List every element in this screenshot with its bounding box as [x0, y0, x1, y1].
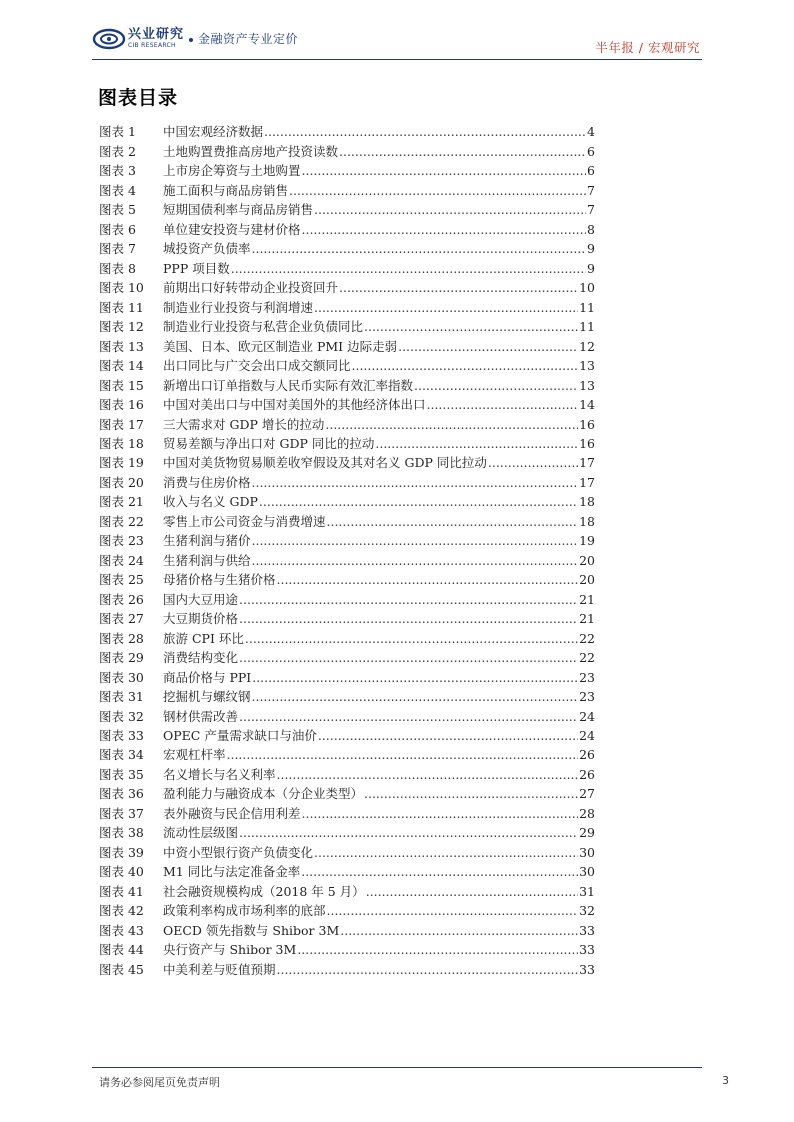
toc-entry-page: 30: [579, 864, 595, 880]
toc-entry-title: 生猪利润与供给: [163, 552, 251, 568]
toc-entry-label: 图表 37: [99, 805, 144, 821]
toc-entry-page: 21: [579, 611, 595, 627]
toc-entry-page: 7: [587, 202, 595, 218]
toc-leader-dots: [277, 962, 579, 978]
toc-entry-title: 短期国债利率与商品房销售: [163, 202, 314, 218]
toc-entry-page: 24: [579, 708, 595, 724]
toc-leader-dots: [239, 611, 578, 627]
toc-entry-title: 前期出口好转带动企业投资回升: [163, 280, 339, 296]
toc-entry-title: OECD 领先指数与 Shibor 3M: [163, 922, 340, 938]
page-title: 图表目录: [98, 87, 179, 109]
toc-entry[interactable]: [99, 471, 595, 490]
toc-leader-dots: [252, 689, 579, 705]
toc-leader-dots: [227, 747, 579, 763]
toc-entry-page: 17: [579, 474, 595, 490]
toc-entry-page: 23: [579, 669, 595, 685]
toc-leader-dots: [340, 923, 578, 939]
toc-entry[interactable]: [99, 238, 595, 257]
toc-leader-dots: [239, 709, 578, 725]
table-of-figures: [99, 121, 595, 978]
toc-entry-label: 图表 17: [99, 416, 144, 432]
toc-leader-dots: [302, 222, 587, 238]
toc-leader-dots: [277, 767, 579, 783]
toc-entry-page: 4: [587, 124, 595, 140]
toc-entry[interactable]: [99, 647, 595, 666]
toc-entry[interactable]: [99, 394, 595, 413]
toc-entry-label: 图表 44: [99, 942, 144, 958]
toc-entry[interactable]: [99, 140, 595, 159]
toc-entry-title: PPP 项目数: [163, 260, 230, 276]
toc-entry[interactable]: [99, 802, 595, 821]
toc-entry-label: 图表 3: [99, 163, 136, 179]
toc-entry-title: 三大需求对 GDP 增长的拉动: [163, 416, 325, 432]
toc-entry-title: 盈利能力与融资成本（分企业类型）: [163, 786, 364, 802]
toc-entry-title: 零售上市公司资金与消费增速: [163, 513, 326, 529]
toc-leader-dots: [252, 670, 578, 686]
toc-entry-label: 图表 11: [99, 299, 144, 315]
toc-entry[interactable]: [99, 588, 595, 607]
toc-entry[interactable]: [99, 433, 595, 452]
toc-leader-dots: [488, 455, 578, 471]
toc-entry[interactable]: [99, 705, 595, 724]
toc-entry[interactable]: [99, 549, 595, 568]
toc-entry-title: 消费与住房价格: [163, 474, 251, 490]
toc-entry-page: 26: [579, 766, 595, 782]
toc-entry-page: 29: [579, 825, 595, 841]
toc-entry-page: 13: [579, 377, 595, 393]
toc-entry-title: 单位建安投资与建材价格: [163, 221, 301, 237]
toc-entry[interactable]: [99, 413, 595, 432]
toc-entry[interactable]: [99, 627, 595, 646]
toc-entry-label: 图表 24: [99, 552, 144, 568]
toc-entry-title: 中美利差与贬值预期: [163, 961, 276, 977]
page-number: 3: [722, 1074, 729, 1087]
toc-entry-title: 挖掘机与螺纹钢: [163, 689, 251, 705]
toc-entry-label: 图表 5: [99, 202, 136, 218]
toc-leader-dots: [327, 903, 579, 919]
toc-entry[interactable]: [99, 608, 595, 627]
toc-entry-page: 7: [587, 182, 595, 198]
toc-leader-dots: [339, 280, 578, 296]
toc-entry-page: 13: [579, 358, 595, 374]
report-type: 半年报 / 宏观研究: [595, 40, 700, 55]
toc-entry-page: 18: [579, 494, 595, 510]
toc-entry-label: 图表 6: [99, 221, 136, 237]
toc-entry-page: 21: [579, 591, 595, 607]
toc-entry-title: 城投资产负债率: [163, 241, 251, 257]
toc-entry-label: 图表 2: [99, 143, 136, 159]
toc-leader-dots: [239, 650, 578, 666]
toc-entry-label: 图表 13: [99, 338, 144, 354]
toc-entry-label: 图表 25: [99, 572, 144, 588]
toc-leader-dots: [301, 864, 578, 880]
toc-leader-dots: [364, 319, 578, 335]
toc-entry[interactable]: [99, 686, 595, 705]
toc-entry-page: 33: [579, 922, 595, 938]
toc-leader-dots: [231, 261, 586, 277]
toc-entry[interactable]: [99, 316, 595, 335]
toc-entry-label: 图表 35: [99, 766, 144, 782]
toc-entry-label: 图表 12: [99, 319, 144, 335]
toc-leader-dots: [314, 202, 586, 218]
toc-leader-dots: [302, 163, 587, 179]
toc-entry-label: 图表 45: [99, 961, 144, 977]
toc-entry-label: 图表 15: [99, 377, 144, 393]
toc-leader-dots: [239, 592, 578, 608]
brand-name-cn: 兴业研究: [128, 27, 185, 42]
toc-entry-label: 图表 29: [99, 650, 144, 666]
toc-entry-title: M1 同比与法定准备金率: [163, 864, 301, 880]
toc-entry-page: 33: [579, 961, 595, 977]
toc-entry-label: 图表 27: [99, 611, 144, 627]
toc-entry-label: 图表 32: [99, 708, 144, 724]
toc-entry-page: 33: [579, 942, 595, 958]
toc-entry-title: 政策利率构成市场利率的底部: [163, 903, 326, 919]
toc-entry[interactable]: [99, 452, 595, 471]
toc-entry[interactable]: [99, 160, 595, 179]
toc-entry[interactable]: [99, 880, 595, 899]
toc-leader-dots: [375, 436, 578, 452]
toc-entry-title: 宏观杠杆率: [163, 747, 226, 763]
toc-entry-title: 流动性层级图: [163, 825, 239, 841]
toc-entry-title: 生猪利润与猪价: [163, 533, 251, 549]
toc-entry[interactable]: [99, 725, 595, 744]
toc-entry-title: OPEC 产量需求缺口与油价: [163, 728, 317, 743]
slogan: 金融资产专业定价: [198, 32, 299, 46]
toc-entry-page: 23: [579, 689, 595, 705]
toc-entry[interactable]: [99, 530, 595, 549]
toc-entry[interactable]: [99, 744, 595, 763]
toc-entry-page: 14: [579, 397, 595, 413]
toc-entry-title: 表外融资与民企信用利差: [163, 805, 301, 821]
toc-leader-dots: [302, 806, 579, 822]
toc-entry-label: 图表 36: [99, 786, 144, 802]
toc-entry[interactable]: [99, 841, 595, 860]
toc-entry[interactable]: [99, 199, 595, 218]
toc-entry-title: 新增出口订单指数与人民币实际有效汇率指数: [163, 377, 414, 393]
toc-entry-label: 图表 20: [99, 474, 144, 490]
toc-entry-page: 16: [579, 435, 595, 451]
toc-entry[interactable]: [99, 763, 595, 782]
toc-entry-title: 商品价格与 PPI: [163, 669, 252, 685]
toc-entry[interactable]: [99, 510, 595, 529]
toc-entry-title: 收入与名义 GDP: [163, 494, 258, 510]
toc-entry-label: 图表 38: [99, 825, 144, 841]
toc-leader-dots: [327, 514, 579, 530]
toc-leader-dots: [239, 825, 578, 841]
toc-entry-label: 图表 41: [99, 883, 144, 899]
toc-entry[interactable]: [99, 335, 595, 354]
toc-leader-dots: [277, 572, 579, 588]
toc-entry-title: 土地购置费推高房地产投资读数: [163, 143, 339, 159]
toc-entry-label: 图表 18: [99, 435, 144, 451]
toc-entry[interactable]: [99, 958, 595, 977]
brand-name-en: CIB RESEARCH: [128, 42, 176, 49]
footer-divider: [92, 1067, 702, 1068]
toc-entry-title: 消费结构变化: [163, 650, 239, 666]
separator-dot: [189, 38, 193, 42]
toc-leader-dots: [339, 144, 586, 160]
toc-entry-title: 制造业行业投资与私营企业负债同比: [163, 319, 364, 335]
toc-leader-dots: [414, 378, 578, 394]
toc-entry-label: 图表 40: [99, 864, 144, 880]
page-header: [0, 0, 794, 62]
toc-entry-title: 旅游 CPI 环比: [163, 630, 244, 646]
toc-entry[interactable]: [99, 179, 595, 198]
toc-leader-dots: [252, 241, 587, 257]
toc-entry-page: 12: [579, 338, 595, 354]
toc-entry-title: 制造业行业投资与利润增速: [163, 299, 314, 315]
toc-leader-dots: [252, 533, 579, 549]
toc-entry-title: 上市房企筹资与土地购置: [163, 163, 301, 179]
toc-leader-dots: [318, 728, 578, 744]
toc-entry-title: 出口同比与广交会出口成交额同比: [163, 358, 351, 374]
toc-entry-label: 图表 42: [99, 903, 144, 919]
footer-disclaimer: 请务必参阅尾页免责声明: [99, 1076, 220, 1089]
toc-entry-page: 26: [579, 747, 595, 763]
toc-entry[interactable]: [99, 257, 595, 276]
toc-entry[interactable]: [99, 355, 595, 374]
toc-entry-title: 中资小型银行资产负债变化: [163, 844, 314, 860]
toc-entry-label: 图表 21: [99, 494, 144, 510]
toc-entry[interactable]: [99, 822, 595, 841]
toc-entry-page: 28: [579, 805, 595, 821]
toc-entry-label: 图表 33: [99, 728, 144, 743]
toc-entry-page: 11: [579, 299, 595, 315]
toc-entry-title: 美国、日本、欧元区制造业 PMI 边际走弱: [163, 338, 398, 354]
toc-entry-page: 20: [579, 572, 595, 588]
toc-entry[interactable]: [99, 666, 595, 685]
toc-leader-dots: [314, 845, 578, 861]
toc-entry-label: 图表 30: [99, 669, 144, 685]
toc-entry-title: 中国对美货物贸易顺差收窄假设及其对名义 GDP 同比拉动: [163, 455, 487, 471]
toc-entry[interactable]: [99, 218, 595, 237]
toc-entry-page: 30: [579, 844, 595, 860]
toc-entry-page: 22: [579, 630, 595, 646]
toc-entry-label: 图表 8: [99, 260, 136, 276]
toc-entry-title: 中国对美出口与中国对美国外的其他经济体出口: [163, 397, 426, 413]
toc-entry-page: 8: [587, 221, 595, 237]
toc-entry-page: 19: [579, 533, 595, 549]
toc-entry-page: 9: [587, 260, 595, 276]
toc-entry-page: 6: [587, 143, 595, 159]
toc-entry[interactable]: [99, 569, 595, 588]
toc-entry-page: 18: [579, 513, 595, 529]
toc-leader-dots: [352, 358, 579, 374]
toc-entry-label: 图表 14: [99, 358, 144, 374]
toc-entry[interactable]: [99, 939, 595, 958]
toc-entry[interactable]: [99, 491, 595, 510]
toc-entry-label: 图表 39: [99, 844, 144, 860]
toc-leader-dots: [427, 397, 579, 413]
toc-leader-dots: [364, 786, 578, 802]
brand: [128, 28, 184, 50]
toc-leader-dots: [259, 494, 578, 510]
toc-entry[interactable]: [99, 783, 595, 802]
toc-entry-label: 图表 31: [99, 689, 144, 705]
toc-entry[interactable]: [99, 919, 595, 938]
toc-entry-title: 央行资产与 Shibor 3M: [163, 942, 297, 958]
toc-entry[interactable]: [99, 861, 595, 880]
toc-entry-label: 图表 10: [99, 280, 144, 296]
toc-leader-dots: [366, 884, 578, 900]
toc-entry-title: 中国宏观经济数据: [163, 124, 264, 140]
toc-leader-dots: [252, 553, 579, 569]
toc-leader-dots: [297, 942, 578, 958]
toc-entry-label: 图表 1: [99, 124, 136, 140]
toc-entry[interactable]: [99, 374, 595, 393]
toc-entry-label: 图表 19: [99, 455, 144, 471]
toc-entry-label: 图表 34: [99, 747, 144, 763]
toc-leader-dots: [314, 300, 578, 316]
toc-entry-page: 11: [579, 319, 595, 335]
toc-leader-dots: [245, 631, 578, 647]
toc-leader-dots: [325, 417, 578, 433]
toc-entry-title: 社会融资规模构成（2018 年 5 月）: [163, 883, 365, 899]
toc-entry-title: 国内大豆用途: [163, 591, 239, 607]
cib-logo-icon: [92, 28, 128, 50]
toc-leader-dots: [398, 339, 578, 355]
toc-entry-title: 贸易差额与净出口对 GDP 同比的拉动: [163, 435, 375, 451]
toc-entry-page: 31: [579, 883, 595, 899]
toc-entry-page: 27: [579, 786, 595, 802]
toc-entry-label: 图表 4: [99, 182, 136, 198]
toc-entry-label: 图表 43: [99, 922, 144, 938]
toc-entry-page: 22: [579, 650, 595, 666]
toc-entry-label: 图表 28: [99, 630, 144, 646]
toc-entry-title: 母猪价格与生猪价格: [163, 572, 276, 588]
toc-entry-label: 图表 26: [99, 591, 144, 607]
toc-entry[interactable]: [99, 296, 595, 315]
toc-entry-page: 20: [579, 552, 595, 568]
toc-entry-label: 图表 22: [99, 513, 144, 529]
toc-entry-label: 图表 23: [99, 533, 144, 549]
toc-entry[interactable]: [99, 900, 595, 919]
toc-entry-page: 9: [587, 241, 595, 257]
toc-entry-title: 钢材供需改善: [163, 708, 239, 724]
toc-entry-title: 施工面积与商品房销售: [163, 182, 289, 198]
toc-entry-page: 32: [579, 903, 595, 919]
toc-leader-dots: [289, 183, 586, 199]
toc-entry-label: 图表 7: [99, 241, 136, 257]
toc-leader-dots: [264, 124, 586, 140]
toc-entry-page: 16: [579, 416, 595, 432]
toc-entry[interactable]: [99, 121, 595, 140]
toc-entry-title: 名义增长与名义利率: [163, 766, 276, 782]
header-divider: [92, 59, 702, 60]
toc-entry-page: 24: [579, 728, 595, 743]
toc-leader-dots: [252, 475, 579, 491]
toc-entry-label: 图表 16: [99, 397, 144, 413]
toc-entry-title: 大豆期货价格: [163, 611, 239, 627]
toc-entry-page: 17: [579, 455, 595, 471]
toc-entry-page: 10: [579, 280, 595, 296]
toc-entry-page: 6: [587, 163, 595, 179]
toc-entry[interactable]: [99, 277, 595, 296]
